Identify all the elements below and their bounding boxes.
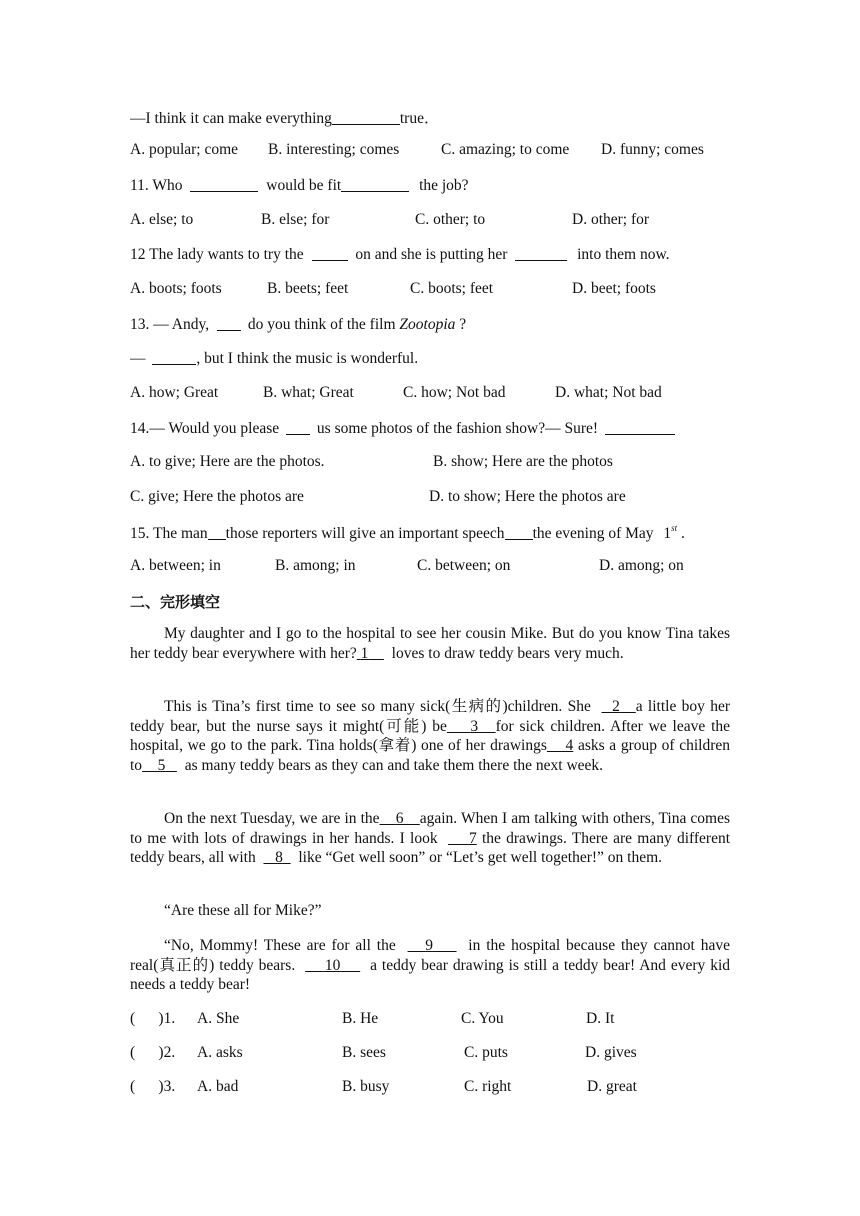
paragraph-text: like “Get well soon” or “Let’s get well together!” on them. bbox=[298, 849, 663, 866]
answer-blank bbox=[312, 245, 348, 261]
cloze-blank-1 bbox=[357, 645, 384, 662]
option-d: D. among; on bbox=[599, 557, 684, 574]
date-day: 1 bbox=[663, 525, 672, 542]
answer-blank bbox=[286, 419, 310, 435]
paragraph-text: a little boy her teddy bear, but the nurse says it might(可能) be bbox=[130, 698, 730, 735]
question-13-reply bbox=[130, 349, 418, 368]
stem-text: the job? bbox=[419, 177, 469, 194]
answer-blank bbox=[332, 109, 400, 125]
stem-text: on and she is putting her bbox=[355, 246, 508, 263]
option-a: A. to give; Here are the photos. bbox=[130, 453, 325, 470]
question-15-stem bbox=[130, 523, 685, 543]
blank-number: 2 bbox=[612, 698, 620, 715]
stem-text: 12 The lady wants to try the bbox=[130, 246, 304, 263]
option-c: C. boots; feet bbox=[410, 280, 494, 297]
cloze-blank-6 bbox=[380, 810, 420, 827]
passage-paragraph-3 bbox=[130, 809, 730, 868]
stem-text: would be fit bbox=[266, 177, 342, 194]
paragraph-text: loves to draw teddy bears very much. bbox=[391, 644, 624, 662]
answer-blank bbox=[515, 245, 567, 261]
paragraph-text: again. When I am talking with others, Tina comes to me with lots of drawings in her hands. I look bbox=[130, 810, 731, 847]
option-c: C. You bbox=[461, 1010, 504, 1027]
option-c: C. right bbox=[464, 1078, 512, 1095]
answer-blank bbox=[217, 315, 241, 331]
answer-bracket: ( )2. bbox=[130, 1044, 176, 1061]
paragraph-text: asks a group of children to bbox=[130, 737, 730, 774]
answer-blank bbox=[341, 176, 409, 192]
option-b: B. He bbox=[342, 1010, 379, 1027]
stem-text: — bbox=[130, 350, 146, 367]
option-c: C. between; on bbox=[417, 557, 511, 574]
paragraph-text: “No, Mommy! These are for all the bbox=[164, 937, 396, 954]
option-a: A. She bbox=[197, 1010, 240, 1027]
option-b: B. sees bbox=[342, 1044, 386, 1061]
option-b: B. beets; feet bbox=[267, 280, 349, 297]
paragraph-text: My daughter and I go to the hospital to see her cousin Mike. But do you know Tina takes her teddy bear everywhere with her? bbox=[130, 625, 730, 662]
answer-blank bbox=[605, 419, 675, 435]
stem-text: , but I think the music is wonderful. bbox=[196, 350, 419, 367]
stem-text: the evening of May bbox=[532, 525, 654, 542]
answer-blank bbox=[208, 524, 226, 540]
paragraph-text: On the next Tuesday, we are in the bbox=[164, 810, 380, 827]
option-a: A. asks bbox=[197, 1044, 243, 1061]
blank-number: 6 bbox=[395, 810, 404, 827]
answer-blank bbox=[190, 176, 258, 192]
option-d: D. to show; Here the photos are bbox=[429, 488, 626, 505]
stem-text: . bbox=[681, 525, 685, 542]
stem-text: 15. The man bbox=[130, 525, 208, 542]
cloze-blank-7 bbox=[448, 830, 477, 847]
stem-text: true． bbox=[399, 110, 440, 127]
option-a: A. bad bbox=[197, 1078, 239, 1095]
blank-number: 10 bbox=[324, 956, 341, 974]
option-d: D. It bbox=[586, 1010, 615, 1027]
stem-text: do you think of the film bbox=[247, 316, 396, 333]
cloze-blank-9 bbox=[408, 937, 457, 954]
stem-text: ? bbox=[459, 316, 467, 333]
option-a: A. else; to bbox=[130, 211, 194, 228]
option-a: A. boots; foots bbox=[130, 280, 222, 297]
stem-text: 11. Who bbox=[130, 177, 183, 194]
section-heading: 二、完形填空 bbox=[130, 593, 221, 611]
question-12-stem bbox=[130, 245, 670, 264]
cloze-blank-4 bbox=[547, 737, 573, 754]
question-11-stem bbox=[130, 176, 469, 195]
option-d: D. gives bbox=[585, 1044, 637, 1061]
stem-text: 14.— Would you please bbox=[130, 420, 280, 437]
blank-number: 1 bbox=[360, 644, 369, 662]
cloze-blank-2 bbox=[601, 698, 635, 715]
option-b: B. what; Great bbox=[263, 384, 354, 401]
option-c: C. amazing; to come bbox=[441, 141, 570, 158]
film-title: Zootopia bbox=[399, 316, 456, 333]
paragraph-text: This is Tina’s first time to see so many sick(生病的)children. She bbox=[164, 698, 591, 715]
blank-number: 4 bbox=[565, 737, 574, 754]
paragraph-text: for sick children. After we leave the hospital, we go to the park. Tina holds(拿着) one of her drawings bbox=[130, 717, 731, 754]
passage-paragraph-1 bbox=[130, 624, 730, 663]
stem-text: into them now. bbox=[577, 246, 670, 263]
option-c: C. how; Not bad bbox=[403, 384, 506, 401]
paragraph-text: the drawings. There are many different teddy bears, all with bbox=[130, 829, 731, 866]
option-d: D. beet; foots bbox=[572, 280, 656, 297]
stem-text: —I think it can make everything bbox=[130, 110, 332, 127]
option-b: B. busy bbox=[342, 1078, 390, 1095]
cloze-blank-10 bbox=[305, 957, 360, 974]
option-d: D. great bbox=[587, 1078, 637, 1095]
blank-number: 7 bbox=[468, 829, 477, 847]
paragraph-text: a teddy bear drawing is still a teddy bear! And every kid needs a teddy bear! bbox=[130, 956, 731, 993]
option-c: C. give; Here the photos are bbox=[130, 488, 304, 505]
paragraph-text: in the hospital because they cannot have real(真正的) teddy bears. bbox=[130, 937, 731, 974]
question-10-stem bbox=[130, 106, 439, 128]
blank-number: 3 bbox=[470, 717, 479, 735]
stem-text: us some photos of the fashion show?— Sure! bbox=[316, 420, 599, 437]
option-a: A. popular; come bbox=[130, 141, 239, 158]
option-a: A. between; in bbox=[130, 557, 221, 574]
passage-paragraph-5 bbox=[130, 936, 730, 995]
passage-paragraph-2 bbox=[130, 697, 730, 775]
paragraph-text: “Are these all for Mike?” bbox=[164, 902, 322, 919]
option-b: B. interesting; comes bbox=[268, 141, 400, 158]
answer-blank bbox=[152, 349, 196, 365]
option-b: B. else; for bbox=[261, 211, 330, 228]
stem-text: 13. — Andy, bbox=[130, 316, 210, 333]
question-13-stem bbox=[130, 315, 466, 334]
cloze-blank-8 bbox=[263, 849, 290, 866]
option-d: D. funny; comes bbox=[601, 141, 704, 158]
option-a: A. how; Great bbox=[130, 384, 219, 401]
cloze-blank-5 bbox=[142, 757, 177, 774]
blank-number: 9 bbox=[425, 937, 433, 954]
blank-number: 5 bbox=[157, 756, 166, 774]
paragraph-text: as many teddy bears as they can and take them there the next week. bbox=[184, 756, 604, 774]
stem-text: those reporters will give an important speech bbox=[225, 525, 505, 542]
cloze-blank-3 bbox=[447, 718, 496, 735]
option-d: D. what; Not bad bbox=[555, 384, 662, 401]
blank-number: 8 bbox=[275, 849, 283, 866]
option-c: C. other; to bbox=[415, 211, 486, 228]
question-14-stem bbox=[130, 419, 675, 438]
option-b: B. show; Here are the photos bbox=[433, 453, 613, 470]
option-d: D. other; for bbox=[572, 211, 650, 228]
option-c: C. puts bbox=[464, 1044, 508, 1061]
answer-bracket: ( )3. bbox=[130, 1078, 176, 1095]
answer-bracket: ( )1. bbox=[130, 1010, 176, 1027]
answer-blank bbox=[505, 524, 533, 540]
passage-paragraph-4 bbox=[130, 901, 730, 921]
option-b: B. among; in bbox=[275, 557, 356, 574]
date-suffix: st bbox=[671, 523, 678, 533]
